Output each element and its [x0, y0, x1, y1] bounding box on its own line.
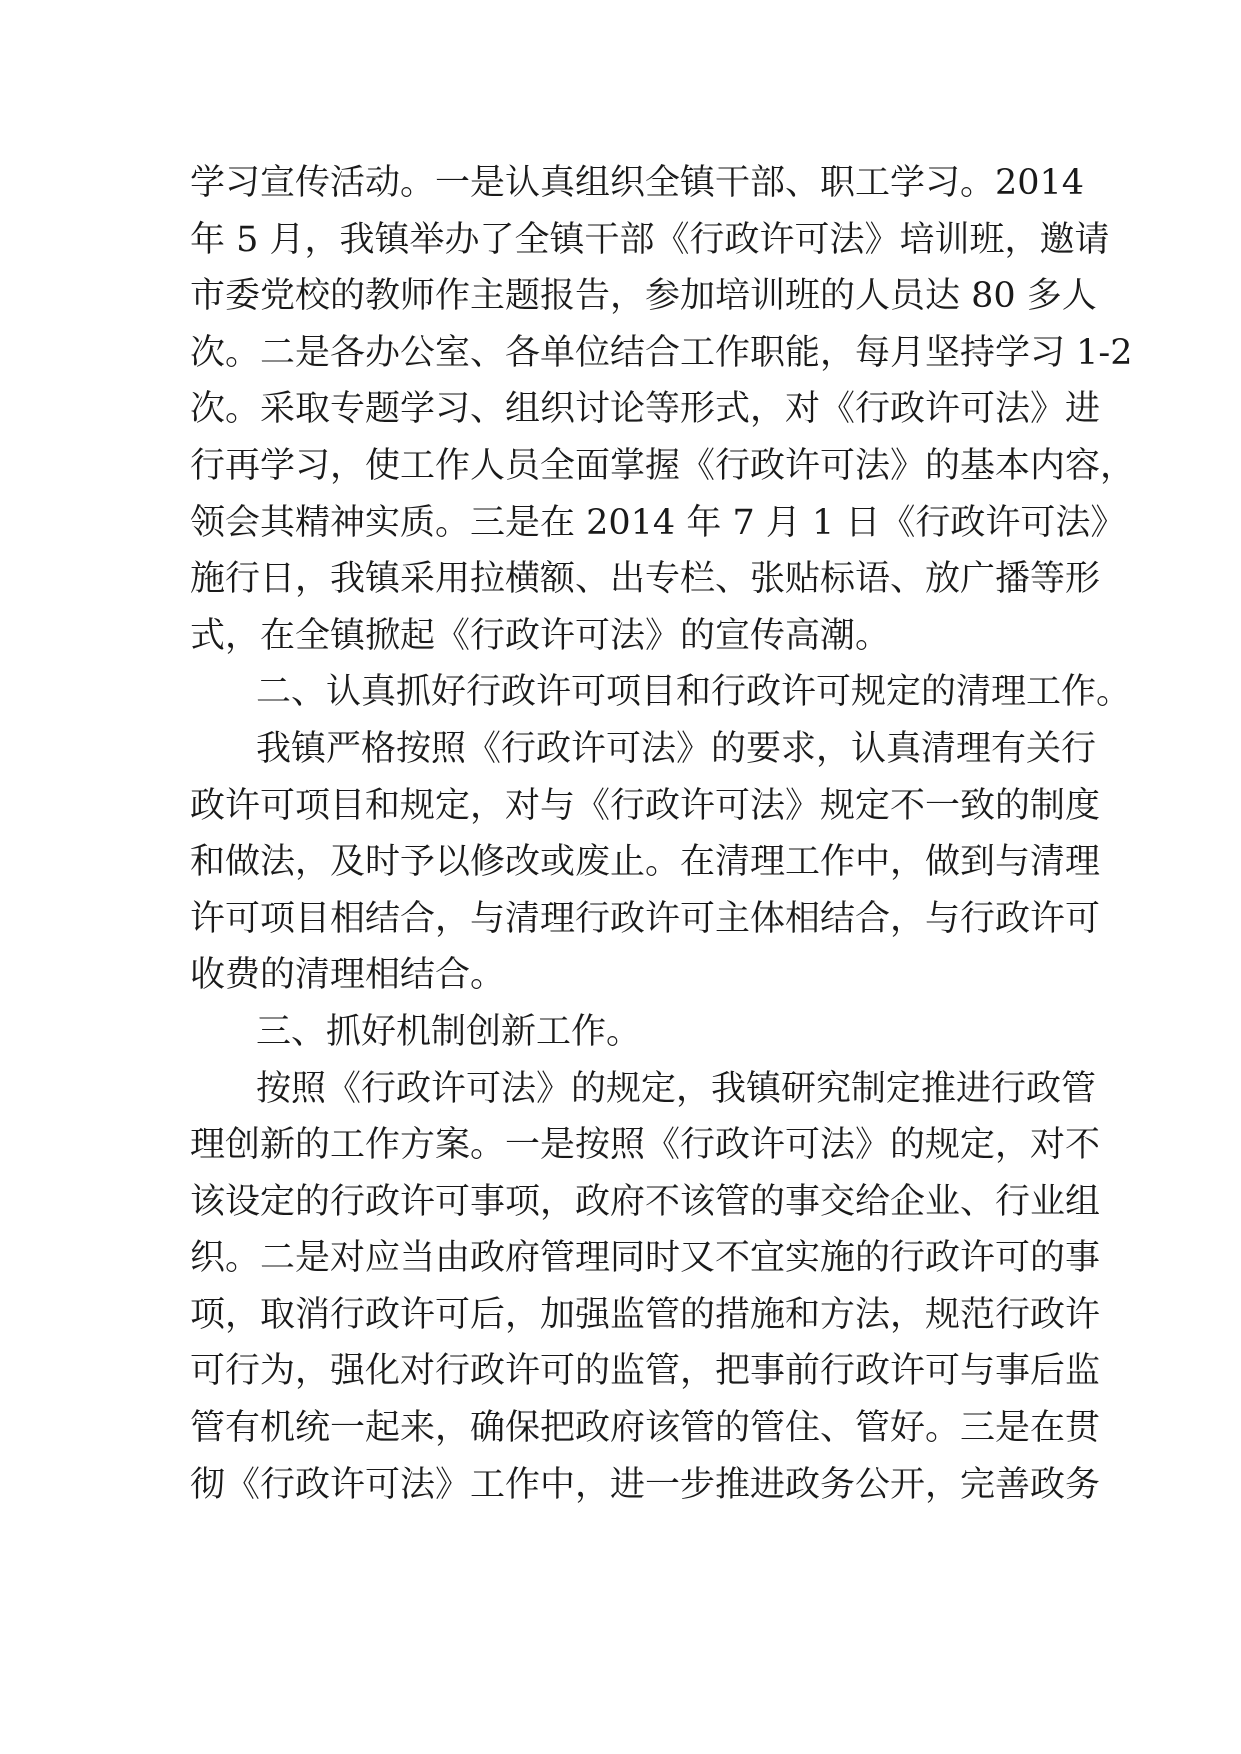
text-line: 次。采取专题学习、组织讨论等形式，对《行政许可法》进 — [190, 389, 1101, 430]
text-line: 织。二是对应当由政府管理同时又不宜实施的行政许可的事 — [190, 1238, 1101, 1279]
section-heading: 二、认真抓好行政许可项目和行政许可规定的清理工作。 — [256, 672, 1132, 713]
text-line: 理创新的工作方案。一是按照《行政许可法》的规定，对不 — [190, 1125, 1101, 1166]
text-line: 行再学习，使工作人员全面掌握《行政许可法》的基本内容， — [190, 445, 1136, 486]
text-line: 次。二是各办公室、各单位结合工作职能，每月坚持学习 1-2 — [190, 332, 1133, 373]
text-line: 彻《行政许可法》工作中，进一步推进政务公开，完善政务 — [190, 1464, 1101, 1505]
text-line: 许可项目相结合，与清理行政许可主体相结合，与行政许可 — [190, 898, 1101, 939]
text-line: 式，在全镇掀起《行政许可法》的宣传高潮。 — [190, 615, 891, 656]
text-line: 年 5 月，我镇举办了全镇干部《行政许可法》培训班，邀请 — [190, 219, 1110, 260]
text-line: 按照《行政许可法》的规定，我镇研究制定推进行政管 — [256, 1068, 1097, 1109]
text-line: 可行为，强化对行政许可的监管，把事前行政许可与事后监 — [190, 1351, 1101, 1392]
text-line: 施行日，我镇采用拉横额、出专栏、张贴标语、放广播等形 — [190, 559, 1101, 600]
text-line: 市委党校的教师作主题报告，参加培训班的人员达 80 多人 — [190, 276, 1097, 317]
text-line: 管有机统一起来，确保把政府该管的管住、管好。三是在贯 — [190, 1408, 1101, 1449]
text-line: 项，取消行政许可后，加强监管的措施和方法，规范行政许 — [190, 1294, 1101, 1335]
document-body — [190, 155, 1136, 1513]
text-line: 我镇严格按照《行政许可法》的要求，认真清理有关行 — [256, 728, 1097, 769]
text-line: 领会其精神实质。三是在 2014 年 7 月 1 日《行政许可法》 — [190, 502, 1126, 543]
text-line: 收费的清理相结合。 — [190, 955, 506, 996]
text-line: 该设定的行政许可事项，政府不该管的事交给企业、行业组 — [190, 1181, 1101, 1222]
section-heading: 三、抓好机制创新工作。 — [256, 1011, 642, 1052]
text-line: 学习宣传活动。一是认真组织全镇干部、职工学习。2014 — [190, 163, 1085, 203]
text-line: 政许可项目和规定，对与《行政许可法》规定不一致的制度 — [190, 785, 1101, 826]
text-line: 和做法，及时予以修改或废止。在清理工作中，做到与清理 — [190, 842, 1101, 883]
